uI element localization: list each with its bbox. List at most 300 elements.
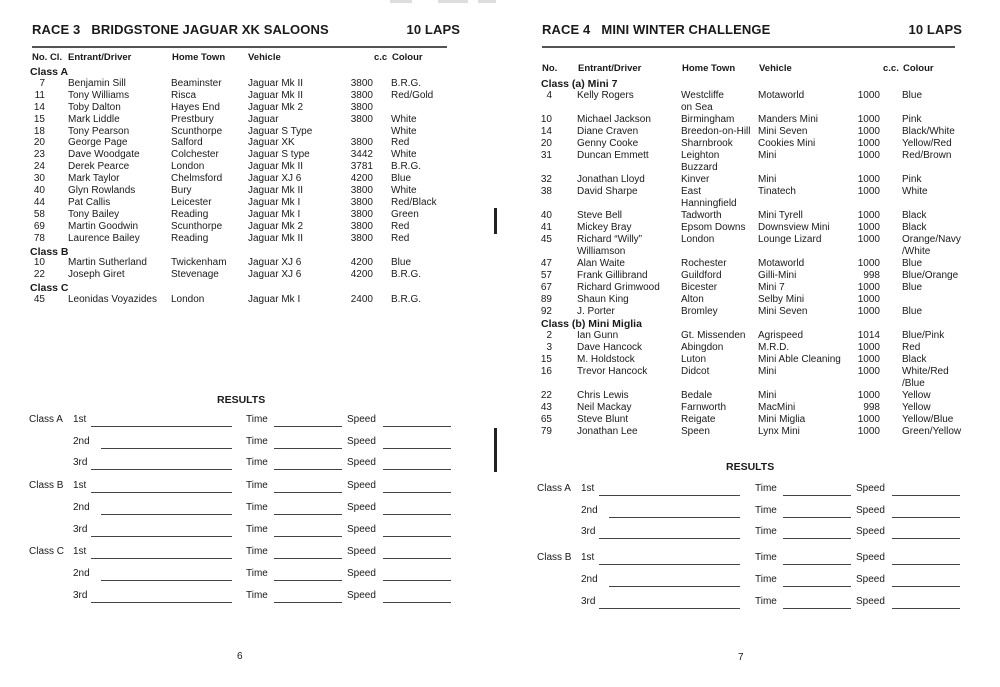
result-speed-blank[interactable] — [892, 608, 960, 609]
result-time-blank[interactable] — [274, 492, 342, 493]
result-time-blank[interactable] — [274, 602, 342, 603]
entry-home-town: Westcliffe — [681, 90, 724, 101]
entry-number: 24 — [33, 161, 45, 173]
entry-row — [505, 210, 965, 222]
entry-colour: Blue — [902, 90, 923, 101]
entry-cc: 1000 — [857, 366, 880, 377]
result-speed-blank[interactable] — [892, 538, 960, 539]
entry-cc: 3800 — [350, 89, 373, 101]
entry-colour: Red/Black — [391, 196, 437, 208]
entry-row — [505, 270, 965, 282]
result-driver-blank[interactable] — [101, 580, 232, 581]
entry-cc: 1000 — [857, 222, 880, 233]
entry-number: 15 — [540, 354, 552, 365]
time-label: Time — [755, 595, 777, 607]
entry-row — [0, 78, 460, 90]
entry-row — [505, 234, 965, 257]
result-speed-blank[interactable] — [383, 426, 451, 427]
col-no: No. Cl. — [32, 52, 63, 63]
result-time-blank[interactable] — [274, 558, 342, 559]
entry-colour: Red/Gold — [391, 89, 434, 101]
speed-label: Speed — [347, 523, 376, 535]
entry-colour: White — [391, 149, 417, 161]
entry-driver: Steve Bell — [577, 210, 623, 221]
entry-home-town: Abingdon — [681, 342, 724, 353]
entry-vehicle: Jaguar XJ 6 — [248, 257, 302, 269]
entry-driver: Toby Dalton — [68, 101, 121, 113]
entry-home-town: Tadworth — [681, 210, 722, 221]
entry-number: 20 — [540, 138, 552, 149]
entry-vehicle: Jaguar Mk I — [248, 208, 301, 220]
entry-number: 45 — [540, 234, 552, 245]
entry-row — [505, 282, 965, 294]
col-colour: Colour — [392, 52, 423, 63]
entry-vehicle: Jaguar Mk II — [248, 232, 304, 244]
entry-cc: 3781 — [350, 161, 373, 173]
result-driver-blank[interactable] — [91, 602, 232, 603]
result-row — [0, 436, 460, 450]
entry-driver: Martin Goodwin — [68, 220, 139, 232]
entry-row — [0, 149, 460, 161]
speed-label: Speed — [856, 595, 885, 607]
result-speed-blank[interactable] — [383, 492, 451, 493]
result-row — [0, 546, 460, 560]
result-speed-blank[interactable] — [383, 448, 451, 449]
entry-colour: B.R.G. — [391, 77, 422, 89]
entry-home-town: Prestbury — [171, 113, 214, 125]
entry-row — [0, 233, 460, 245]
entry-colour: White — [902, 186, 928, 197]
entry-home-town: East — [681, 186, 702, 197]
entry-driver: Dave Hancock — [577, 342, 643, 353]
result-driver-blank[interactable] — [91, 492, 232, 493]
entry-home-town: Leicester — [171, 196, 212, 208]
entry-cc: 998 — [863, 270, 880, 281]
result-speed-blank[interactable] — [383, 602, 451, 603]
entry-row — [505, 402, 965, 414]
header-rule — [542, 46, 955, 48]
result-place-label: 1st — [581, 552, 595, 564]
entry-home-town: Bedale — [681, 390, 713, 401]
entry-row — [0, 209, 460, 221]
result-driver-blank[interactable] — [609, 517, 740, 518]
entry-colour: Red/Brown — [902, 150, 952, 161]
time-label: Time — [246, 435, 268, 447]
entry-vehicle: Cookies Mini — [758, 138, 816, 149]
entry-number: 65 — [540, 414, 552, 425]
entry-colour: B.R.G. — [391, 294, 422, 306]
result-place-label: 3rd — [73, 589, 88, 601]
result-time-blank[interactable] — [274, 426, 342, 427]
time-label: Time — [755, 504, 777, 516]
entry-row — [505, 354, 965, 366]
result-driver-blank[interactable] — [599, 538, 740, 539]
entry-colour: Blue — [391, 173, 412, 185]
speed-label: Speed — [347, 480, 376, 492]
entry-driver: Joseph Giret — [68, 269, 125, 281]
entry-driver: Trevor Hancock — [577, 366, 648, 377]
result-row — [505, 552, 965, 566]
entry-number: 16 — [540, 366, 552, 377]
entry-number: 57 — [540, 270, 552, 281]
entry-number: 67 — [540, 282, 552, 293]
entry-vehicle: Downsview Mini — [758, 222, 830, 233]
entry-cc: 1000 — [857, 414, 880, 425]
entry-vehicle: Jaguar XK — [248, 137, 295, 149]
speed-label: Speed — [856, 504, 885, 516]
entry-colour: Yellow/Blue — [902, 414, 954, 425]
entry-row — [0, 269, 460, 281]
entry-home-town: London — [681, 234, 715, 245]
speed-label: Speed — [347, 457, 376, 469]
entry-home-town: Alton — [681, 294, 704, 305]
time-label: Time — [246, 523, 268, 535]
entry-colour: Green — [391, 208, 419, 220]
entry-number: 41 — [540, 222, 552, 233]
right-page — [505, 0, 1000, 687]
entry-row — [0, 102, 460, 114]
entry-home-town: Colchester — [171, 149, 219, 161]
result-place-label: 3rd — [581, 595, 596, 607]
result-place-label: 1st — [73, 546, 87, 558]
entry-colour: White — [391, 185, 417, 196]
entry-vehicle: Jaguar Mk II — [248, 161, 304, 173]
speed-label: Speed — [856, 552, 885, 564]
entry-row — [505, 114, 965, 126]
entry-home-town: Sharnbrook — [681, 138, 733, 149]
result-time-blank[interactable] — [274, 448, 342, 449]
result-speed-blank[interactable] — [892, 564, 960, 565]
result-driver-blank[interactable] — [91, 469, 232, 470]
entry-driver: Alan Waite — [577, 258, 625, 269]
entry-home-town: Kinver — [681, 174, 710, 185]
entry-driver: Dave Woodgate — [68, 149, 140, 161]
entry-cc: 3800 — [350, 232, 373, 244]
entry-vehicle: Mini Tyrell — [758, 210, 803, 221]
entry-number: 40 — [33, 185, 45, 196]
entry-colour: Blue — [902, 282, 923, 293]
entry-row — [0, 90, 460, 102]
entry-colour: White — [391, 125, 417, 137]
entry-row — [505, 414, 965, 426]
entry-vehicle: Jaguar Mk I — [248, 294, 301, 306]
entry-colour: Red — [902, 342, 921, 353]
entry-number: 43 — [540, 402, 552, 413]
entry-number: 69 — [33, 220, 45, 232]
entry-driver: Kelly Rogers — [577, 90, 634, 101]
result-speed-blank[interactable] — [892, 495, 960, 496]
entry-number: 47 — [540, 258, 552, 269]
race-laps: 10 LAPS — [908, 22, 962, 37]
result-place-label: 3rd — [73, 457, 88, 469]
result-time-blank[interactable] — [274, 514, 342, 515]
entry-row — [505, 186, 965, 209]
entry-colour: Blue — [902, 258, 923, 269]
entry-row — [0, 126, 460, 138]
result-driver-blank[interactable] — [91, 536, 232, 537]
entry-driver: Duncan Emmett — [577, 150, 649, 161]
entry-driver: Shaun King — [577, 294, 629, 305]
entry-driver: Mark Liddle — [68, 113, 120, 125]
entry-vehicle: Jaguar Mk 2 — [248, 101, 304, 113]
result-place-label: 2nd — [581, 573, 598, 585]
result-time-blank[interactable] — [274, 536, 342, 537]
entry-cc: 1014 — [857, 330, 880, 341]
entry-cc: 3442 — [350, 149, 373, 161]
result-time-blank[interactable] — [783, 538, 851, 539]
entry-colour: Blue/Orange — [902, 270, 959, 281]
entry-cc: 1000 — [857, 426, 880, 437]
entry-row — [0, 221, 460, 233]
entry-driver: Tony Bailey — [68, 208, 120, 220]
result-driver-blank[interactable] — [91, 426, 232, 427]
speed-label: Speed — [347, 589, 376, 601]
time-label: Time — [755, 573, 777, 585]
result-row — [0, 568, 460, 582]
result-speed-blank[interactable] — [383, 514, 451, 515]
result-place-label: 1st — [581, 483, 595, 494]
entry-cc: 3800 — [350, 208, 373, 220]
entry-home-town: Salford — [171, 137, 203, 149]
result-row — [0, 480, 460, 494]
entry-number: 30 — [33, 173, 45, 185]
result-time-blank[interactable] — [274, 469, 342, 470]
result-driver-blank[interactable] — [91, 558, 232, 559]
result-speed-blank[interactable] — [892, 517, 960, 518]
col-home-town: Home Town — [172, 52, 226, 63]
entry-home-town: Beaminster — [171, 77, 222, 89]
entry-number: 22 — [33, 269, 45, 281]
entry-row — [0, 137, 460, 149]
result-time-blank[interactable] — [274, 580, 342, 581]
bleed-mark — [438, 0, 468, 3]
entry-home-town: Scunthorpe — [171, 220, 223, 232]
entry-row — [505, 342, 965, 354]
race-title: RACE 3 BRIDGSTONE JAGUAR XK SALOONS — [32, 22, 329, 37]
col-cc: c.c — [374, 52, 388, 63]
entry-home-town: Rochester — [681, 258, 727, 269]
entry-number: 89 — [540, 294, 552, 305]
entry-number: 15 — [33, 113, 45, 125]
col-no: No. — [542, 63, 558, 74]
entry-vehicle: Jaguar Mk 2 — [248, 220, 304, 232]
entry-driver: Genny Cooke — [577, 138, 639, 149]
entry-colour: B.R.G. — [391, 269, 422, 281]
entry-home-town-continued: Buzzard — [681, 162, 718, 173]
result-class-label: Class B — [537, 552, 572, 564]
result-driver-blank[interactable] — [609, 586, 740, 587]
time-label: Time — [246, 589, 268, 601]
entry-colour: Pink — [902, 114, 922, 125]
page-number: 6 — [237, 651, 243, 662]
result-speed-blank[interactable] — [383, 536, 451, 537]
result-driver-blank[interactable] — [599, 495, 740, 496]
entry-cc: 4200 — [350, 173, 373, 185]
result-place-label: 2nd — [73, 435, 90, 447]
entry-number: 10 — [540, 114, 552, 125]
entry-colour: Pink — [902, 174, 922, 185]
results-title: RESULTS — [217, 394, 266, 406]
entry-vehicle: Mini — [758, 390, 777, 401]
entry-colour: B.R.G. — [391, 161, 422, 173]
entry-row — [0, 185, 460, 197]
result-time-blank[interactable] — [783, 608, 851, 609]
entry-driver: Neil Mackay — [577, 402, 632, 413]
entry-colour: Red — [391, 137, 410, 149]
entry-driver: Chris Lewis — [577, 390, 629, 401]
result-driver-blank[interactable] — [101, 448, 232, 449]
result-class-label: Class A — [537, 483, 571, 494]
result-class-label: Class C — [29, 546, 65, 558]
result-row — [0, 590, 460, 604]
entry-cc: 1000 — [857, 306, 880, 317]
entry-row — [0, 173, 460, 185]
entry-vehicle: MacMini — [758, 402, 796, 413]
speed-label: Speed — [856, 526, 885, 538]
result-place-label: 2nd — [581, 504, 598, 516]
result-row — [0, 524, 460, 538]
entry-number: 92 — [540, 306, 552, 317]
entry-row — [0, 114, 460, 126]
speed-label: Speed — [347, 546, 376, 558]
entry-home-town: London — [171, 294, 205, 306]
entry-row — [505, 150, 965, 173]
entry-driver: George Page — [68, 137, 128, 149]
class-heading: Class B — [30, 245, 69, 258]
entry-cc: 1000 — [857, 390, 880, 401]
entry-driver: Glyn Rowlands — [68, 185, 136, 196]
entry-number: 31 — [540, 150, 552, 161]
entry-home-town-continued: on Sea — [681, 102, 713, 113]
result-place-label: 3rd — [73, 523, 88, 535]
entry-home-town: Bicester — [681, 282, 718, 293]
entry-vehicle: Mini — [758, 150, 777, 161]
entry-cc: 1000 — [857, 294, 880, 305]
entry-vehicle: Mini Able Cleaning — [758, 354, 841, 365]
result-speed-blank[interactable] — [383, 558, 451, 559]
entry-driver: Steve Blunt — [577, 414, 629, 425]
time-label: Time — [246, 567, 268, 579]
entry-cc: 1000 — [857, 186, 880, 197]
result-row — [505, 483, 965, 497]
entry-colour: Yellow — [902, 402, 931, 413]
entry-colour: Black/White — [902, 126, 955, 137]
entry-cc: 1000 — [857, 210, 880, 221]
speed-label: Speed — [856, 483, 885, 494]
col-vehicle: Vehicle — [248, 52, 281, 63]
result-driver-blank[interactable] — [101, 514, 232, 515]
entry-cc: 1000 — [857, 174, 880, 185]
entry-vehicle: Mini Seven — [758, 306, 808, 317]
entry-colour: Blue — [902, 306, 923, 317]
entry-vehicle: Lounge Lizard — [758, 234, 822, 245]
result-speed-blank[interactable] — [892, 586, 960, 587]
entry-number: 20 — [33, 137, 45, 149]
result-time-blank[interactable] — [783, 495, 851, 496]
entry-home-town: Farnworth — [681, 402, 727, 413]
entry-cc: 1000 — [857, 114, 880, 125]
entry-vehicle: Jaguar S type — [248, 149, 310, 161]
entry-home-town: London — [171, 161, 205, 173]
time-label: Time — [755, 526, 777, 538]
entry-driver: Ian Gunn — [577, 330, 619, 341]
binding-mark — [494, 208, 497, 234]
entry-number: 14 — [33, 101, 45, 113]
speed-label: Speed — [347, 414, 376, 425]
entry-vehicle: Tinatech — [758, 186, 796, 197]
entry-colour: Blue/Pink — [902, 330, 945, 341]
result-speed-blank[interactable] — [383, 469, 451, 470]
col-cc: c.c. — [883, 63, 899, 74]
result-time-blank[interactable] — [783, 586, 851, 587]
header-rule — [32, 46, 447, 48]
entry-colour: Blue — [391, 257, 412, 269]
result-driver-blank[interactable] — [599, 608, 740, 609]
entry-cc: 3800 — [350, 185, 373, 196]
entry-colour: Red — [391, 232, 410, 244]
entry-colour-continued: /White — [902, 246, 931, 257]
speed-label: Speed — [347, 501, 376, 513]
result-time-blank[interactable] — [783, 517, 851, 518]
entry-home-town: Guildford — [681, 270, 722, 281]
entry-vehicle: Jaguar Mk I — [248, 196, 301, 208]
entry-vehicle: Jaguar XJ 6 — [248, 173, 302, 185]
entry-driver: Richard Grimwood — [577, 282, 660, 293]
entry-cc: 998 — [863, 402, 880, 413]
entry-colour-continued: /Blue — [902, 378, 925, 389]
entry-vehicle: Motaworld — [758, 90, 805, 101]
entry-vehicle: Mini — [758, 366, 777, 377]
entry-number: 11 — [34, 89, 45, 101]
time-label: Time — [755, 483, 777, 494]
entry-row — [505, 258, 965, 270]
entry-home-town: Stevenage — [171, 269, 219, 281]
result-place-label: 2nd — [73, 501, 90, 513]
entry-number: 2 — [546, 330, 552, 341]
entry-vehicle: Agrispeed — [758, 330, 804, 341]
entry-row — [505, 222, 965, 234]
race-laps: 10 LAPS — [406, 22, 460, 37]
entry-driver: Leonidas Voyazides — [68, 294, 157, 306]
result-driver-blank[interactable] — [599, 564, 740, 565]
entry-cc: 1000 — [857, 138, 880, 149]
result-time-blank[interactable] — [783, 564, 851, 565]
result-speed-blank[interactable] — [383, 580, 451, 581]
entry-vehicle: Jaguar XJ 6 — [248, 269, 302, 281]
entry-colour: Yellow — [902, 390, 931, 401]
entry-vehicle: Jaguar S Type — [248, 125, 313, 137]
entry-vehicle: Jaguar — [248, 113, 279, 125]
entry-driver: Jonathan Lloyd — [577, 174, 645, 185]
entry-row — [0, 257, 460, 269]
entry-vehicle: Jaguar Mk II — [248, 77, 304, 89]
entry-number: 3 — [546, 342, 552, 353]
entry-cc: 3800 — [350, 137, 373, 149]
result-place-label: 3rd — [581, 526, 596, 538]
result-row — [0, 502, 460, 516]
page-number: 7 — [738, 652, 744, 663]
entry-colour: Green/Yellow — [902, 426, 962, 437]
entry-row — [0, 161, 460, 173]
class-heading: Class A — [30, 66, 69, 78]
entry-row — [505, 174, 965, 186]
time-label: Time — [755, 552, 777, 564]
speed-label: Speed — [347, 435, 376, 447]
entry-home-town: Epsom Downs — [681, 222, 746, 233]
entry-driver: J. Porter — [577, 306, 615, 317]
entry-home-town: Reading — [171, 208, 209, 220]
entry-driver: Mickey Bray — [577, 222, 632, 233]
